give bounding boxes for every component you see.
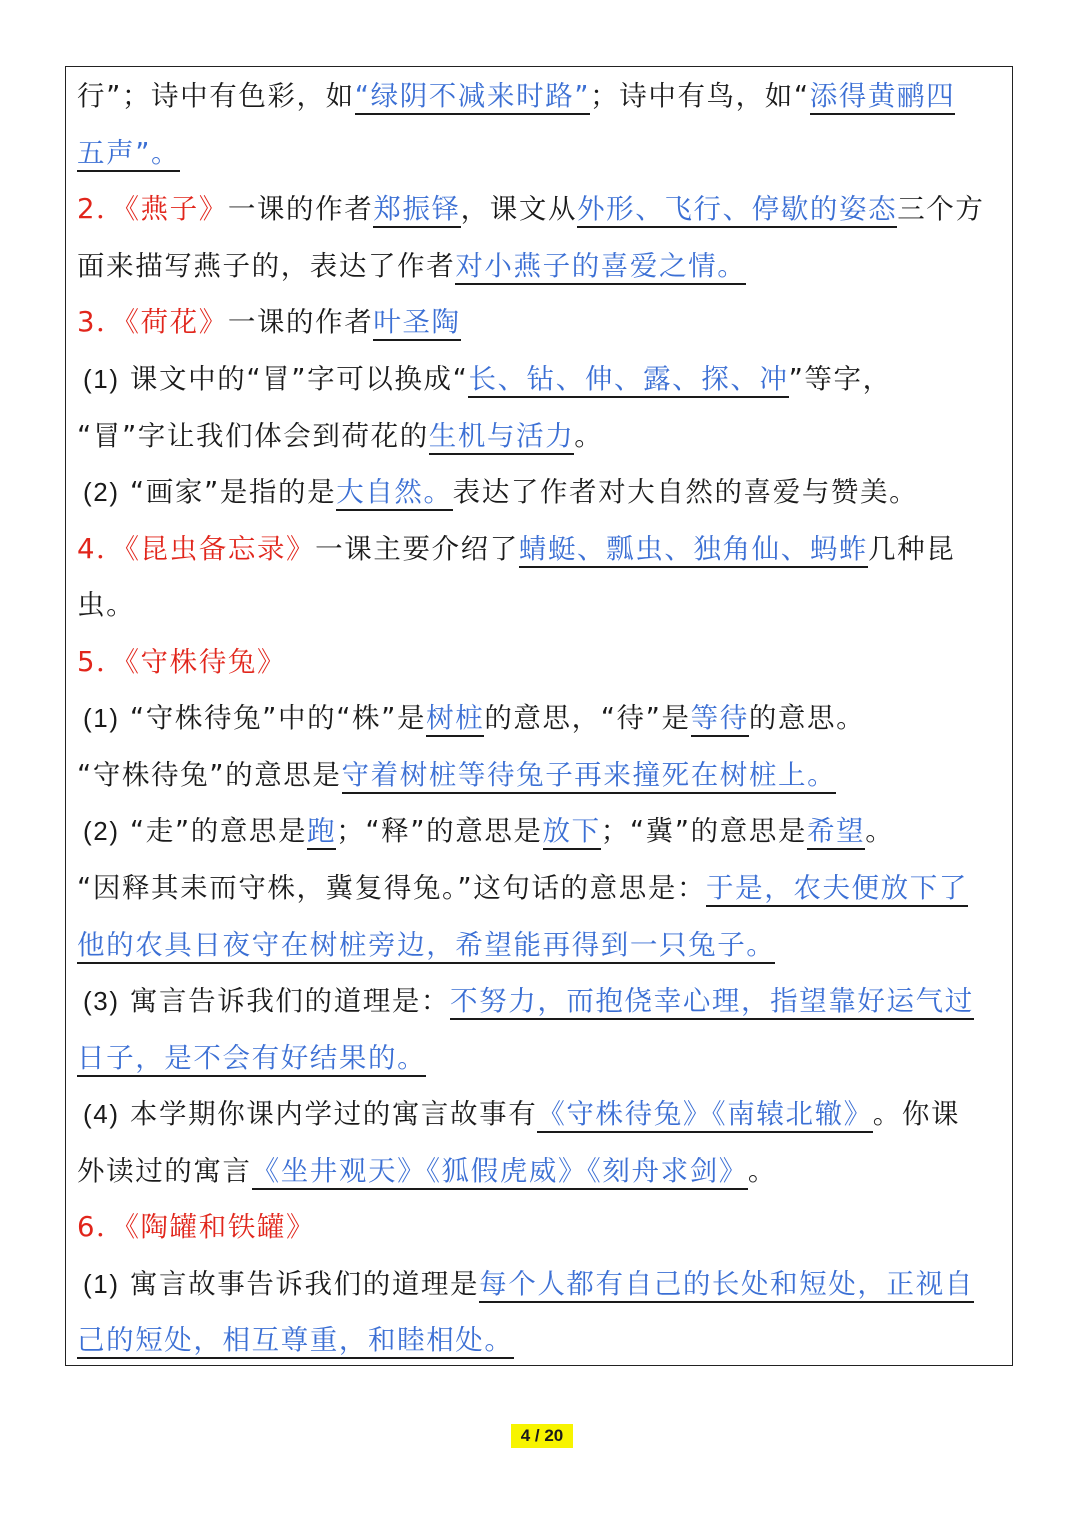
text-line — [77, 1038, 1008, 1078]
text-line — [77, 76, 1008, 116]
answer-text: 大自然。 — [336, 475, 452, 511]
text-segment: (1) — [83, 1269, 120, 1299]
answer-text: 于是，农夫便放下了 — [706, 871, 968, 907]
text-segment: “画家”是指的是 — [119, 476, 337, 508]
answer-text: 长、钻、伸、露、探、冲 — [468, 362, 788, 398]
text-segment: 。 — [574, 420, 604, 452]
text-segment: 寓言故事告诉我们的道理是 — [119, 1268, 480, 1300]
answer-text: 他的农具日夜守在树桩旁边，希望能再得到一只兔子。 — [77, 928, 775, 964]
answer-text: 不努力，而抱侥幸心理，指望靠好运气过 — [450, 984, 974, 1020]
text-line — [77, 1320, 1008, 1360]
text-segment: (2) — [83, 816, 120, 846]
answer-text: 五声”。 — [77, 136, 180, 172]
text-segment: (1) — [83, 703, 120, 733]
answer-text: 外形、飞行、停歇的姿态 — [577, 192, 897, 228]
text-segment: 。你课 — [872, 1098, 961, 1130]
text-segment: 一课主要介绍了 — [315, 533, 519, 565]
text-line — [77, 585, 1008, 625]
text-line — [77, 472, 1008, 512]
answer-text: “绿阴不减来时路” — [355, 79, 590, 115]
text-segment: “守株待兔”中的“株”是 — [119, 702, 427, 734]
text-segment: 几种昆 — [868, 533, 956, 565]
text-segment: (2) — [83, 477, 120, 507]
text-segment: 行”；诗中有色彩，如 — [77, 80, 355, 112]
text-segment: (4) — [83, 1099, 120, 1129]
text-segment: 的意思，“待”是 — [484, 702, 691, 734]
text-segment: ；“释”的意思是 — [336, 815, 543, 847]
text-line — [77, 1151, 1008, 1191]
text-line — [77, 1264, 1008, 1304]
text-segment: 的意思。 — [748, 702, 866, 734]
text-line — [77, 698, 1008, 738]
text-segment: “守株待兔”的意思是 — [77, 759, 342, 791]
section-heading: 4．《昆虫备忘录》 — [77, 533, 316, 565]
text-line — [77, 1207, 1008, 1247]
text-segment: ；“冀”的意思是 — [600, 815, 808, 847]
text-line — [77, 416, 1008, 456]
text-line — [77, 189, 1008, 229]
section-heading: 6．《陶罐和铁罐》 — [77, 1211, 316, 1243]
text-segment: 寓言告诉我们的道理是： — [119, 985, 451, 1017]
text-segment: “走”的意思是 — [119, 815, 308, 847]
text-line — [77, 868, 1008, 908]
text-segment: 课文中的“冒”字可以换成“ — [119, 363, 469, 395]
answer-text: 叶圣陶 — [373, 305, 460, 341]
text-line — [77, 302, 1008, 342]
text-segment: 本学期你课内学过的寓言故事有 — [119, 1098, 538, 1130]
answer-text: 跑 — [307, 814, 336, 850]
text-line — [77, 359, 1008, 399]
answer-text: 每个人都有自己的长处和短处，正视自 — [479, 1267, 974, 1303]
text-line — [77, 642, 1008, 682]
text-line — [77, 133, 1008, 173]
text-segment: 。 — [747, 1155, 778, 1187]
text-line — [77, 925, 1008, 965]
answer-text: 《坐井观天》《狐假虎威》《刻舟求剑》 — [252, 1154, 748, 1190]
text-segment: “因释其耒而守株，冀复得兔。”这句话的意思是： — [77, 872, 707, 904]
text-line — [77, 755, 1008, 795]
answer-text: 添得黄鹂四 — [810, 79, 956, 115]
text-segment: 。 — [865, 815, 895, 847]
text-segment: 三个方 — [897, 193, 985, 225]
answer-text: 希望 — [807, 814, 865, 850]
answer-text: 己的短处，相互尊重，和睦相处。 — [77, 1323, 514, 1359]
text-segment: ，课文从 — [460, 193, 578, 225]
answer-text: 放下 — [543, 814, 601, 850]
answer-text: 郑振铎 — [373, 192, 460, 228]
section-heading: 2．《燕子》 — [77, 193, 228, 225]
text-line — [77, 246, 1008, 286]
text-segment: ；诗中有鸟，如“ — [590, 80, 810, 112]
answer-text: 等待 — [691, 701, 749, 737]
section-heading: 3．《荷花》 — [77, 306, 228, 338]
answer-text: 对小燕子的喜爱之情。 — [455, 249, 746, 285]
text-segment: (1) — [83, 364, 120, 394]
text-line — [77, 529, 1008, 569]
text-segment: “冒”字让我们体会到荷花的 — [77, 420, 429, 452]
section-heading: 5．《守株待兔》 — [77, 646, 287, 678]
answer-text: 日子，是不会有好结果的。 — [77, 1041, 426, 1077]
text-segment: 外读过的寓言 — [77, 1155, 252, 1187]
page-number: 4 / 20 — [511, 1424, 573, 1448]
answer-text: 守着树桩等待兔子再来撞死在树桩上。 — [342, 758, 837, 794]
answer-text: 生机与活力 — [429, 419, 575, 455]
answer-text: 《守株待兔》《南辕北辙》 — [537, 1097, 872, 1133]
text-segment: 虫。 — [77, 589, 136, 621]
text-segment: 一课的作者 — [227, 193, 374, 225]
text-segment: (3) — [83, 986, 120, 1016]
text-segment: 表达了作者对大自然的喜爱与赞美。 — [452, 476, 919, 508]
text-segment: 面来描写燕子的，表达了作者 — [77, 250, 456, 282]
text-segment: ”等字， — [788, 363, 892, 395]
answer-text: 树桩 — [426, 701, 484, 737]
answer-text: 蜻蜓、瓢虫、独角仙、蚂蚱 — [519, 532, 868, 568]
text-segment: 一课的作者 — [227, 306, 374, 338]
text-line — [77, 981, 1008, 1021]
text-line — [77, 811, 1008, 851]
text-line — [77, 1094, 1008, 1134]
